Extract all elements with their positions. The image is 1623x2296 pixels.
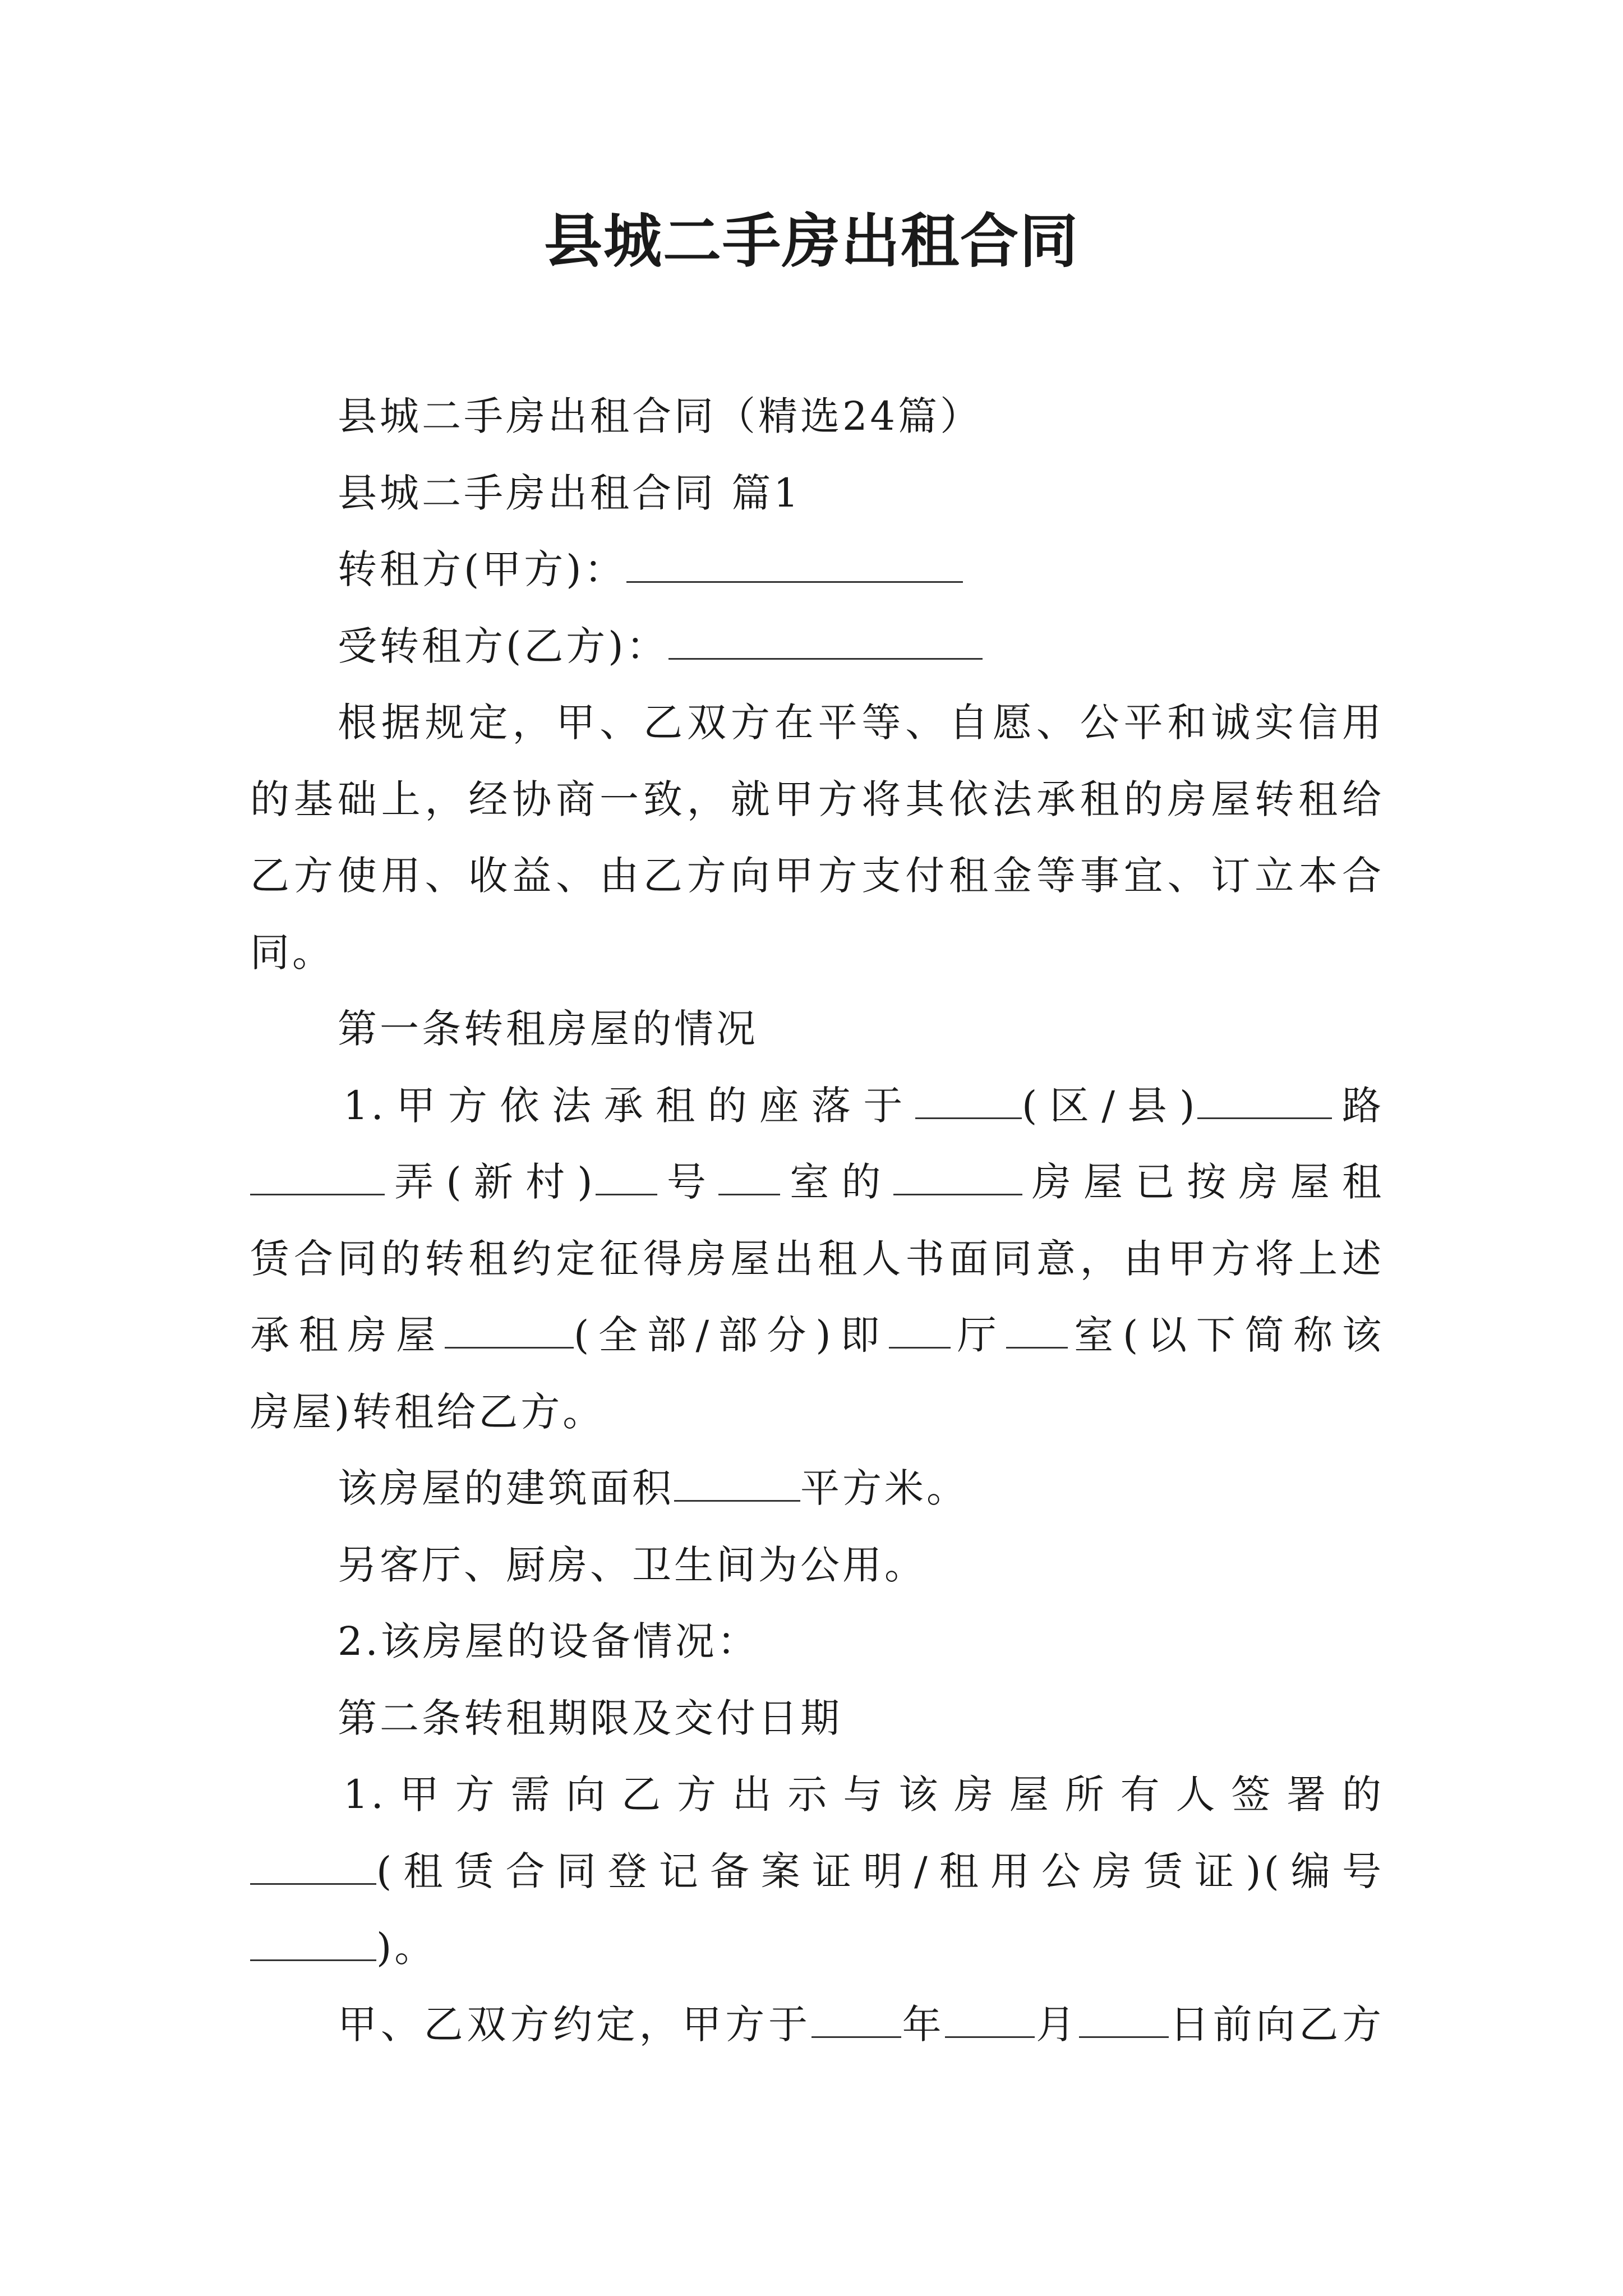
article-2-line-3	[250, 1910, 1384, 1986]
shared-rooms-line: 另客厅、厨房、卫生间为公用。	[338, 1542, 926, 1588]
article-1-line-4	[250, 1297, 1384, 1374]
party-a-label: 转租方(甲方)：	[338, 546, 626, 592]
party-b-line	[250, 608, 1384, 685]
article-2-line-1: 1.甲方需向乙方出示与该房屋所有人签署的	[343, 1772, 1384, 1818]
article-1-text: 承租房屋	[250, 1312, 445, 1358]
article-1-text: 弄(新村)	[385, 1159, 596, 1205]
document-title: 县城二手房出租合同	[543, 207, 1079, 275]
article-2-text: )。	[376, 1925, 437, 1971]
district-blank[interactable]	[915, 1080, 1022, 1119]
intro-paragraph: 根据规定，甲、乙双方在平等、自愿、公平和诚实信用的基础上，经协商一致，就甲方将其依法承租的房屋转租给乙方使用、收益、由乙方向甲方支付租金等事宜、订立本合同。	[250, 700, 1384, 976]
year-blank[interactable]	[811, 1999, 901, 2038]
article-1-line-2	[250, 1144, 1384, 1221]
article-1-text: 室(以下简称该	[1067, 1312, 1385, 1358]
party-a-blank[interactable]	[626, 544, 963, 583]
article-1-text: 路	[1332, 1082, 1384, 1129]
area-text: 平方米。	[800, 1465, 969, 1511]
scope-blank[interactable]	[445, 1310, 574, 1349]
equipment-line: 2.该房屋的设备情况：	[338, 1618, 759, 1664]
party-b-blank[interactable]	[668, 620, 983, 660]
serial-number-blank[interactable]	[250, 1922, 376, 1962]
article-2-text: (租赁合同登记备案证明/租用公房赁证)(编号	[376, 1848, 1384, 1894]
article-1-heading: 第一条转租房屋的情况	[338, 1006, 758, 1052]
article-2-line-2	[250, 1833, 1384, 1910]
article-2-heading: 第二条转租期限及交付日期	[338, 1695, 842, 1741]
article-1-text: 室的	[780, 1159, 893, 1205]
area-text: 该房屋的建筑面积	[338, 1465, 674, 1511]
area-blank[interactable]	[674, 1463, 800, 1502]
area-line	[250, 1450, 1384, 1527]
article-1-text: 厅	[951, 1312, 1006, 1358]
room-blank[interactable]	[718, 1157, 780, 1196]
article-2-text: 日前向乙方	[1169, 2001, 1385, 2047]
article-2-line-4	[250, 1986, 1384, 2063]
article-1-line-5: 房屋)转租给乙方。	[250, 1388, 605, 1435]
article-2-text: 年	[901, 2001, 946, 2047]
room-count-blank[interactable]	[1006, 1310, 1068, 1349]
article-1-text: 号	[657, 1159, 719, 1205]
lane-blank[interactable]	[250, 1157, 385, 1196]
article-1-line-3: 赁合同的转租约定征得房屋出租人书面同意，由甲方将上述	[250, 1235, 1384, 1282]
hall-count-blank[interactable]	[889, 1310, 951, 1349]
article-1-text: (区/县)	[1021, 1082, 1198, 1129]
section-heading: 县城二手房出租合同 篇1	[338, 470, 801, 516]
certificate-blank[interactable]	[250, 1846, 376, 1885]
article-1-text: 房屋已按房屋租	[1022, 1159, 1385, 1205]
property-blank[interactable]	[893, 1157, 1022, 1196]
party-b-label: 受转租方(乙方)：	[338, 623, 668, 669]
document-body	[250, 378, 1384, 2063]
article-1-line-1	[250, 1068, 1384, 1144]
subtitle-line: 县城二手房出租合同（精选24篇）	[338, 393, 983, 439]
article-2-text: 月	[1035, 2001, 1080, 2047]
article-1-text: 1.甲方依法承租的座落于	[343, 1082, 915, 1129]
article-2-text: 甲、乙双方约定，甲方于	[338, 2001, 811, 2047]
day-blank[interactable]	[1079, 1999, 1169, 2038]
month-blank[interactable]	[945, 1999, 1035, 2038]
party-a-line	[250, 531, 1384, 608]
article-1-text: (全部/部分)即	[573, 1312, 889, 1358]
road-blank[interactable]	[1197, 1080, 1332, 1119]
number-blank[interactable]	[596, 1157, 657, 1196]
